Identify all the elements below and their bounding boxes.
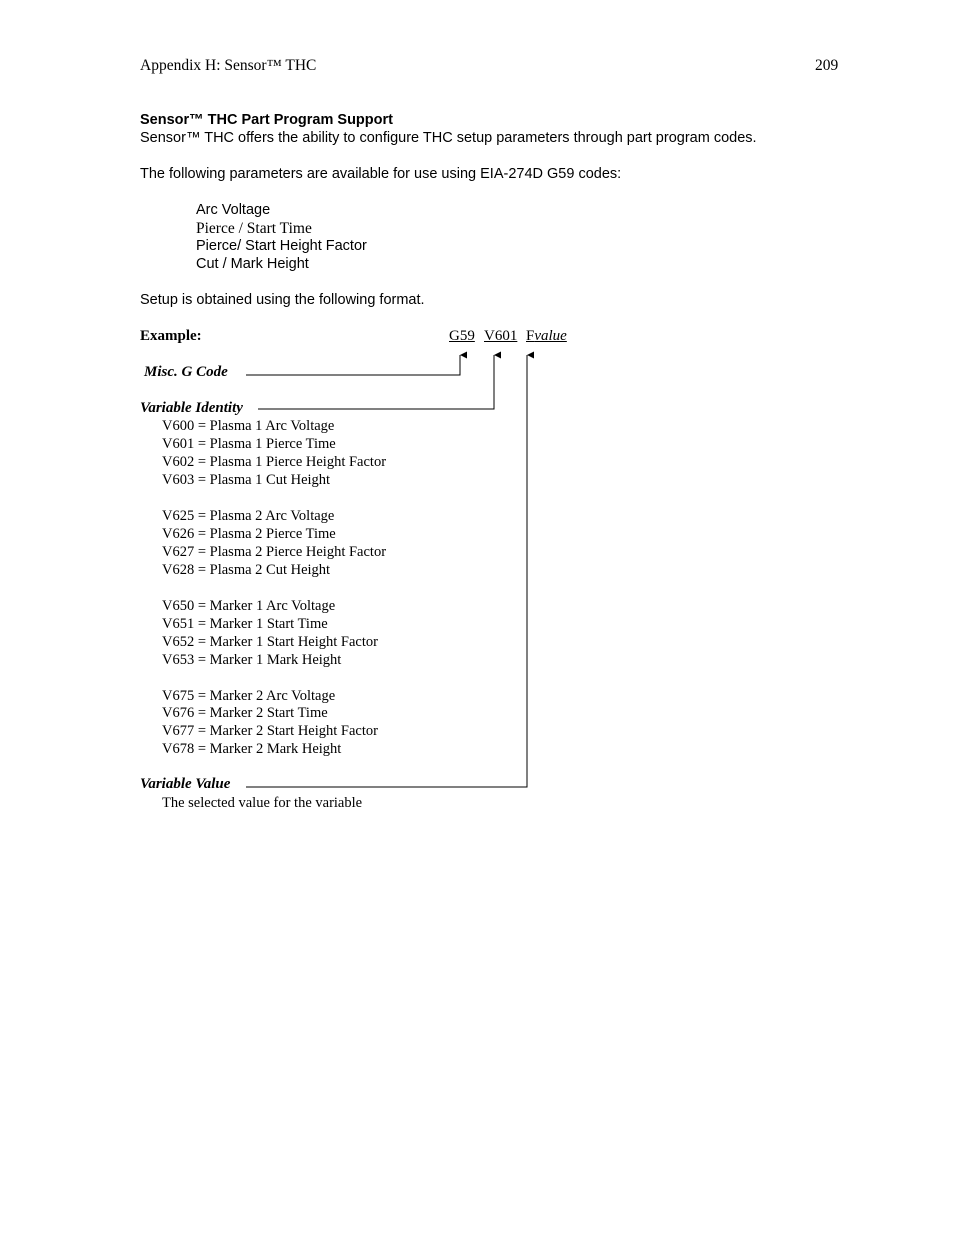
variable-line: V627 = Plasma 2 Pierce Height Factor: [162, 544, 387, 560]
intro-paragraph: Sensor™ THC offers the ability to configure THC setup parameters through part program codes.: [140, 130, 757, 146]
section-title: Sensor™ THC Part Program Support: [140, 112, 393, 128]
setup-text: Setup is obtained using the following format.: [140, 292, 425, 308]
param-item: Cut / Mark Height: [196, 256, 309, 272]
variable-identity-label: Variable Identity: [140, 400, 243, 416]
example-v-code: V601: [484, 328, 518, 344]
variable-line: V626 = Plasma 2 Pierce Time: [162, 526, 336, 542]
variable-line: V652 = Marker 1 Start Height Factor: [162, 634, 378, 650]
misc-g-code-label: Misc. G Code: [144, 364, 228, 380]
variable-line: V602 = Plasma 1 Pierce Height Factor: [162, 454, 387, 470]
running-header: Appendix H: Sensor™ THC: [140, 57, 317, 74]
param-item: Pierce / Start Time: [196, 220, 312, 237]
param-item: Arc Voltage: [196, 202, 271, 218]
example-label: Example:: [140, 328, 202, 344]
variable-line: V600 = Plasma 1 Arc Voltage: [162, 418, 335, 434]
variable-line: V601 = Plasma 1 Pierce Time: [162, 436, 336, 452]
misc-g-code-connector: [246, 355, 460, 375]
variable-line: V650 = Marker 1 Arc Voltage: [162, 598, 336, 614]
variable-value-label: Variable Value: [140, 776, 231, 792]
param-item: Pierce/ Start Height Factor: [196, 238, 367, 254]
variable-line: V651 = Marker 1 Start Time: [162, 616, 328, 632]
variable-line: V653 = Marker 1 Mark Height: [162, 652, 342, 668]
variable-line: V625 = Plasma 2 Arc Voltage: [162, 508, 335, 524]
f-prefix: F: [526, 328, 535, 344]
variable-line: V675 = Marker 2 Arc Voltage: [162, 688, 336, 704]
variable-line: V677 = Marker 2 Start Height Factor: [162, 723, 378, 739]
params-intro: The following parameters are available for use using EIA-274D G59 codes:: [140, 166, 622, 182]
variable-line: V676 = Marker 2 Start Time: [162, 705, 328, 721]
page-number: 209: [815, 57, 839, 74]
variable-line: V603 = Plasma 1 Cut Height: [162, 472, 331, 488]
variable-identity-connector: [258, 355, 494, 409]
variable-line: V678 = Marker 2 Mark Height: [162, 741, 342, 757]
f-value: value: [534, 328, 567, 344]
example-g-code: G59: [449, 328, 475, 344]
variable-value-connector: [246, 355, 527, 787]
variable-line: V628 = Plasma 2 Cut Height: [162, 562, 331, 578]
variable-value-description: The selected value for the variable: [162, 795, 363, 811]
